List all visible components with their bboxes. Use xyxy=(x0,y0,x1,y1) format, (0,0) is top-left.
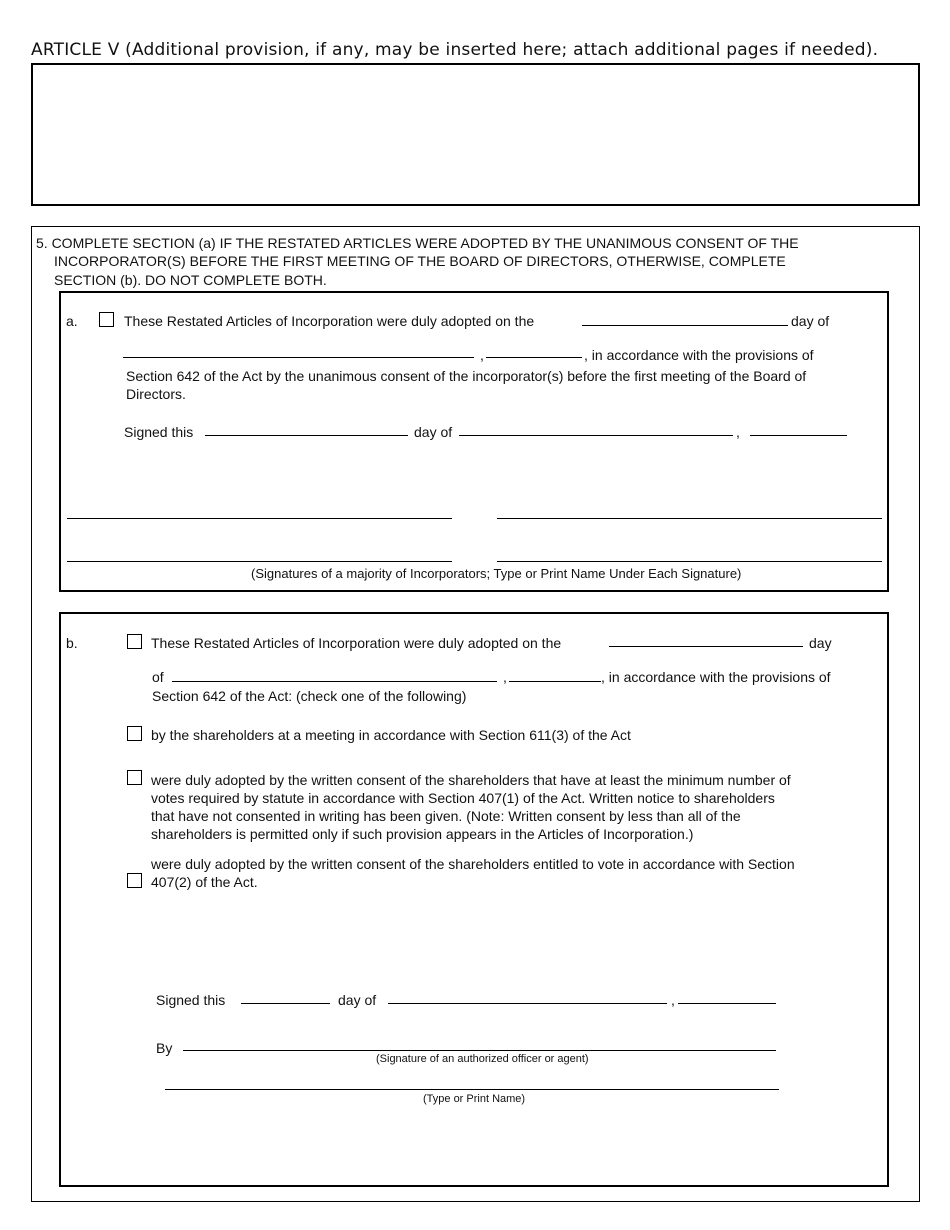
section-b-day-of: day of xyxy=(338,992,377,1008)
option-written-consent-entitled-line1: were duly adopted by the written consent of the shareholders entitled to vote in accordance with Section xyxy=(151,856,795,872)
section-a-box xyxy=(59,291,889,592)
option-written-consent-minimum-line3: that have not consented in writing has been given. (Note: Written consent by less than all of the xyxy=(151,808,741,824)
officer-name-caption: (Type or Print Name) xyxy=(423,1093,526,1105)
incorporator-signature-line-1[interactable] xyxy=(67,518,452,519)
incorporator-name-line-2[interactable] xyxy=(497,561,882,562)
section-b-year-field[interactable] xyxy=(509,681,601,682)
option-meeting-checkbox[interactable] xyxy=(127,726,142,741)
incorporator-signature-line-2[interactable] xyxy=(497,518,882,519)
section-b-adopted-text: These Restated Articles of Incorporation were duly adopted on the xyxy=(151,635,562,651)
option-written-consent-minimum-checkbox[interactable] xyxy=(127,770,142,785)
option-written-consent-minimum-line4: shareholders is permitted only if such provision appears in the Articles of Incorporation.) xyxy=(151,826,694,842)
officer-signature-field[interactable] xyxy=(183,1050,776,1051)
option-written-consent-entitled-line2: 407(2) of the Act. xyxy=(151,874,258,890)
section-5-heading-line1: 5. COMPLETE SECTION (a) IF THE RESTATED ARTICLES WERE ADOPTED BY THE UNANIMOUS CONSENT OF THE xyxy=(36,235,799,251)
section-a-checkbox[interactable] xyxy=(99,312,114,327)
section-a-adopted-text: These Restated Articles of Incorporation were duly adopted on the xyxy=(124,313,535,329)
section-a-month-field[interactable] xyxy=(123,357,474,358)
article-v-title: ARTICLE V (Additional provision, if any, may be inserted here; attach additional pages if needed). xyxy=(31,40,879,60)
option-written-consent-minimum-line1: were duly adopted by the written consent of the shareholders that have at least the minimum number of xyxy=(151,772,791,788)
option-written-consent-entitled-checkbox[interactable] xyxy=(127,873,142,888)
section-b-label: b. xyxy=(66,635,78,651)
section-a-day-of: day of xyxy=(791,313,830,329)
section-b-adopted-date-field[interactable] xyxy=(609,646,803,647)
section-b-signed-comma: , xyxy=(671,992,675,1008)
section-b-provisions: , in accordance with the provisions of xyxy=(601,669,831,685)
section-a-year-field[interactable] xyxy=(486,357,582,358)
section-b-comma: , xyxy=(503,669,507,685)
officer-signature-caption: (Signature of an authorized officer or agent) xyxy=(376,1053,589,1065)
section-a-signed-comma: , xyxy=(736,424,740,440)
section-b-by: By xyxy=(156,1040,173,1056)
option-meeting-text: by the shareholders at a meeting in accordance with Section 611(3) of the Act xyxy=(151,727,631,743)
section-a-adopted-date-field[interactable] xyxy=(582,325,788,326)
section-a-signed-year-field[interactable] xyxy=(750,435,847,436)
article-v-textarea[interactable] xyxy=(31,63,920,206)
section-a-section-text-1: Section 642 of the Act by the unanimous consent of the incorporator(s) before the first meeting of the Board of xyxy=(126,368,807,384)
section-a-provisions: , in accordance with the provisions of xyxy=(584,347,814,363)
section-b-check-one: Section 642 of the Act: (check one of the following) xyxy=(152,688,467,704)
section-a-signed-this: Signed this xyxy=(124,424,194,440)
officer-name-field[interactable] xyxy=(165,1089,779,1090)
section-b-signed-year-field[interactable] xyxy=(678,1003,776,1004)
section-b-day: day xyxy=(809,635,832,651)
section-b-signed-month-field[interactable] xyxy=(388,1003,667,1004)
section-5-heading-line2: INCORPORATOR(S) BEFORE THE FIRST MEETING OF THE BOARD OF DIRECTORS, OTHERWISE, COMPLETE xyxy=(54,253,786,269)
section-a-comma: , xyxy=(480,347,484,363)
section-a-label: a. xyxy=(66,313,78,329)
section-b-of: of xyxy=(152,669,164,685)
section-a-signed-month-field[interactable] xyxy=(459,435,733,436)
section-b-month-field[interactable] xyxy=(172,681,497,682)
section-b-signed-this: Signed this xyxy=(156,992,226,1008)
section-a-section-text-2: Directors. xyxy=(126,386,186,402)
section-b-signed-day-field[interactable] xyxy=(241,1003,330,1004)
section-b-checkbox[interactable] xyxy=(127,634,142,649)
section-a-signatures-caption: (Signatures of a majority of Incorporators; Type or Print Name Under Each Signature) xyxy=(251,566,742,581)
incorporator-name-line-1[interactable] xyxy=(67,561,452,562)
section-5-heading-line3: SECTION (b). DO NOT COMPLETE BOTH. xyxy=(54,272,327,288)
option-written-consent-minimum-line2: votes required by statute in accordance with Section 407(1) of the Act. Written notice to shareholders xyxy=(151,790,775,806)
section-a-signed-day-field[interactable] xyxy=(205,435,408,436)
section-a-signed-day-of: day of xyxy=(414,424,453,440)
